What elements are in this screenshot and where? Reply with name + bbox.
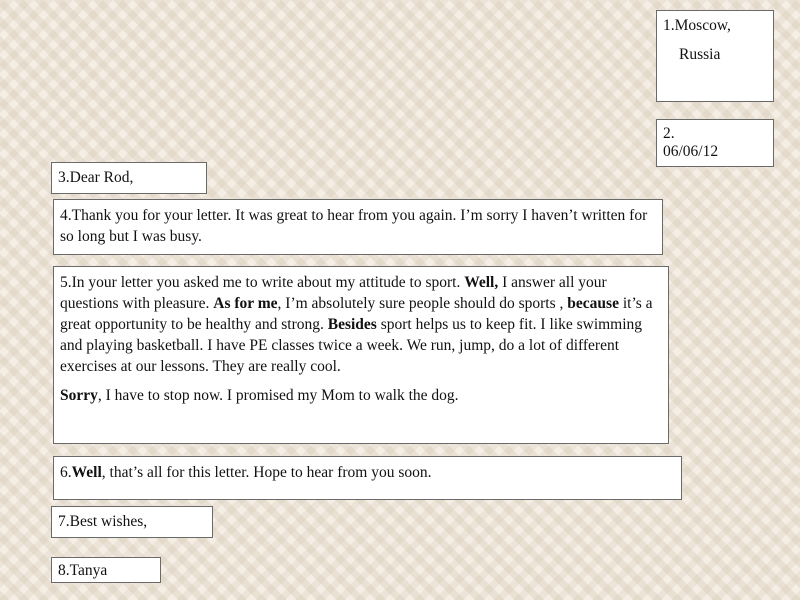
date-value: 06/06/12 xyxy=(663,143,719,160)
body-text-2: I answer all your questions with pleasure. xyxy=(60,274,607,312)
closing-number: 6. xyxy=(60,464,72,481)
closing-box xyxy=(53,456,682,500)
body-text-1: 5.In your letter you asked me to write about my attitude to sport. xyxy=(60,274,465,291)
body-paragraph-2 xyxy=(60,385,662,406)
linker-sorry: Sorry xyxy=(60,387,98,404)
body-paragraph-1 xyxy=(60,272,662,377)
sign-off-box xyxy=(51,506,213,538)
body-text-5: sport helps us to keep fit. I like swimming and playing basketball. I have PE classes twice a week. We run, jump, do a lot of different exercises at our lessons. They are really cool. xyxy=(60,316,643,375)
linker-because: because xyxy=(567,295,619,312)
address-country: Russia xyxy=(679,46,721,63)
body-text-6: , I have to stop now. I promised my Mom to walk the dog. xyxy=(97,387,459,404)
linker-well: Well, xyxy=(464,274,499,291)
linker-besides: Besides xyxy=(327,316,377,333)
body-text-3: , I’m absolutely sure people should do sports , xyxy=(277,295,568,312)
address-box xyxy=(656,10,774,102)
greeting-box xyxy=(51,162,207,194)
closing-sentence: , that’s all for this letter. Hope to hear from you soon. xyxy=(101,464,432,481)
linker-as-for-me: As for me xyxy=(213,295,278,312)
opening-text: 4.Thank you for your letter. It was great to hear from you again. I’m sorry I haven’t written for so long but I was busy. xyxy=(60,207,648,245)
body-text-4: it’s a great opportunity to be healthy and strong. xyxy=(60,295,653,333)
signature-box xyxy=(51,557,161,583)
opening-box xyxy=(53,199,663,255)
linker-well-closing: Well xyxy=(71,464,102,481)
body-box xyxy=(53,266,669,444)
closing-text xyxy=(60,462,675,483)
address-city: 1.Moscow, xyxy=(663,17,731,34)
date-number: 2. xyxy=(663,125,675,142)
date-box xyxy=(656,119,774,167)
sign-off-text: 7.Best wishes, xyxy=(58,513,148,530)
greeting-text: 3.Dear Rod, xyxy=(58,169,134,186)
signature-text: 8.Tanya xyxy=(58,562,108,579)
